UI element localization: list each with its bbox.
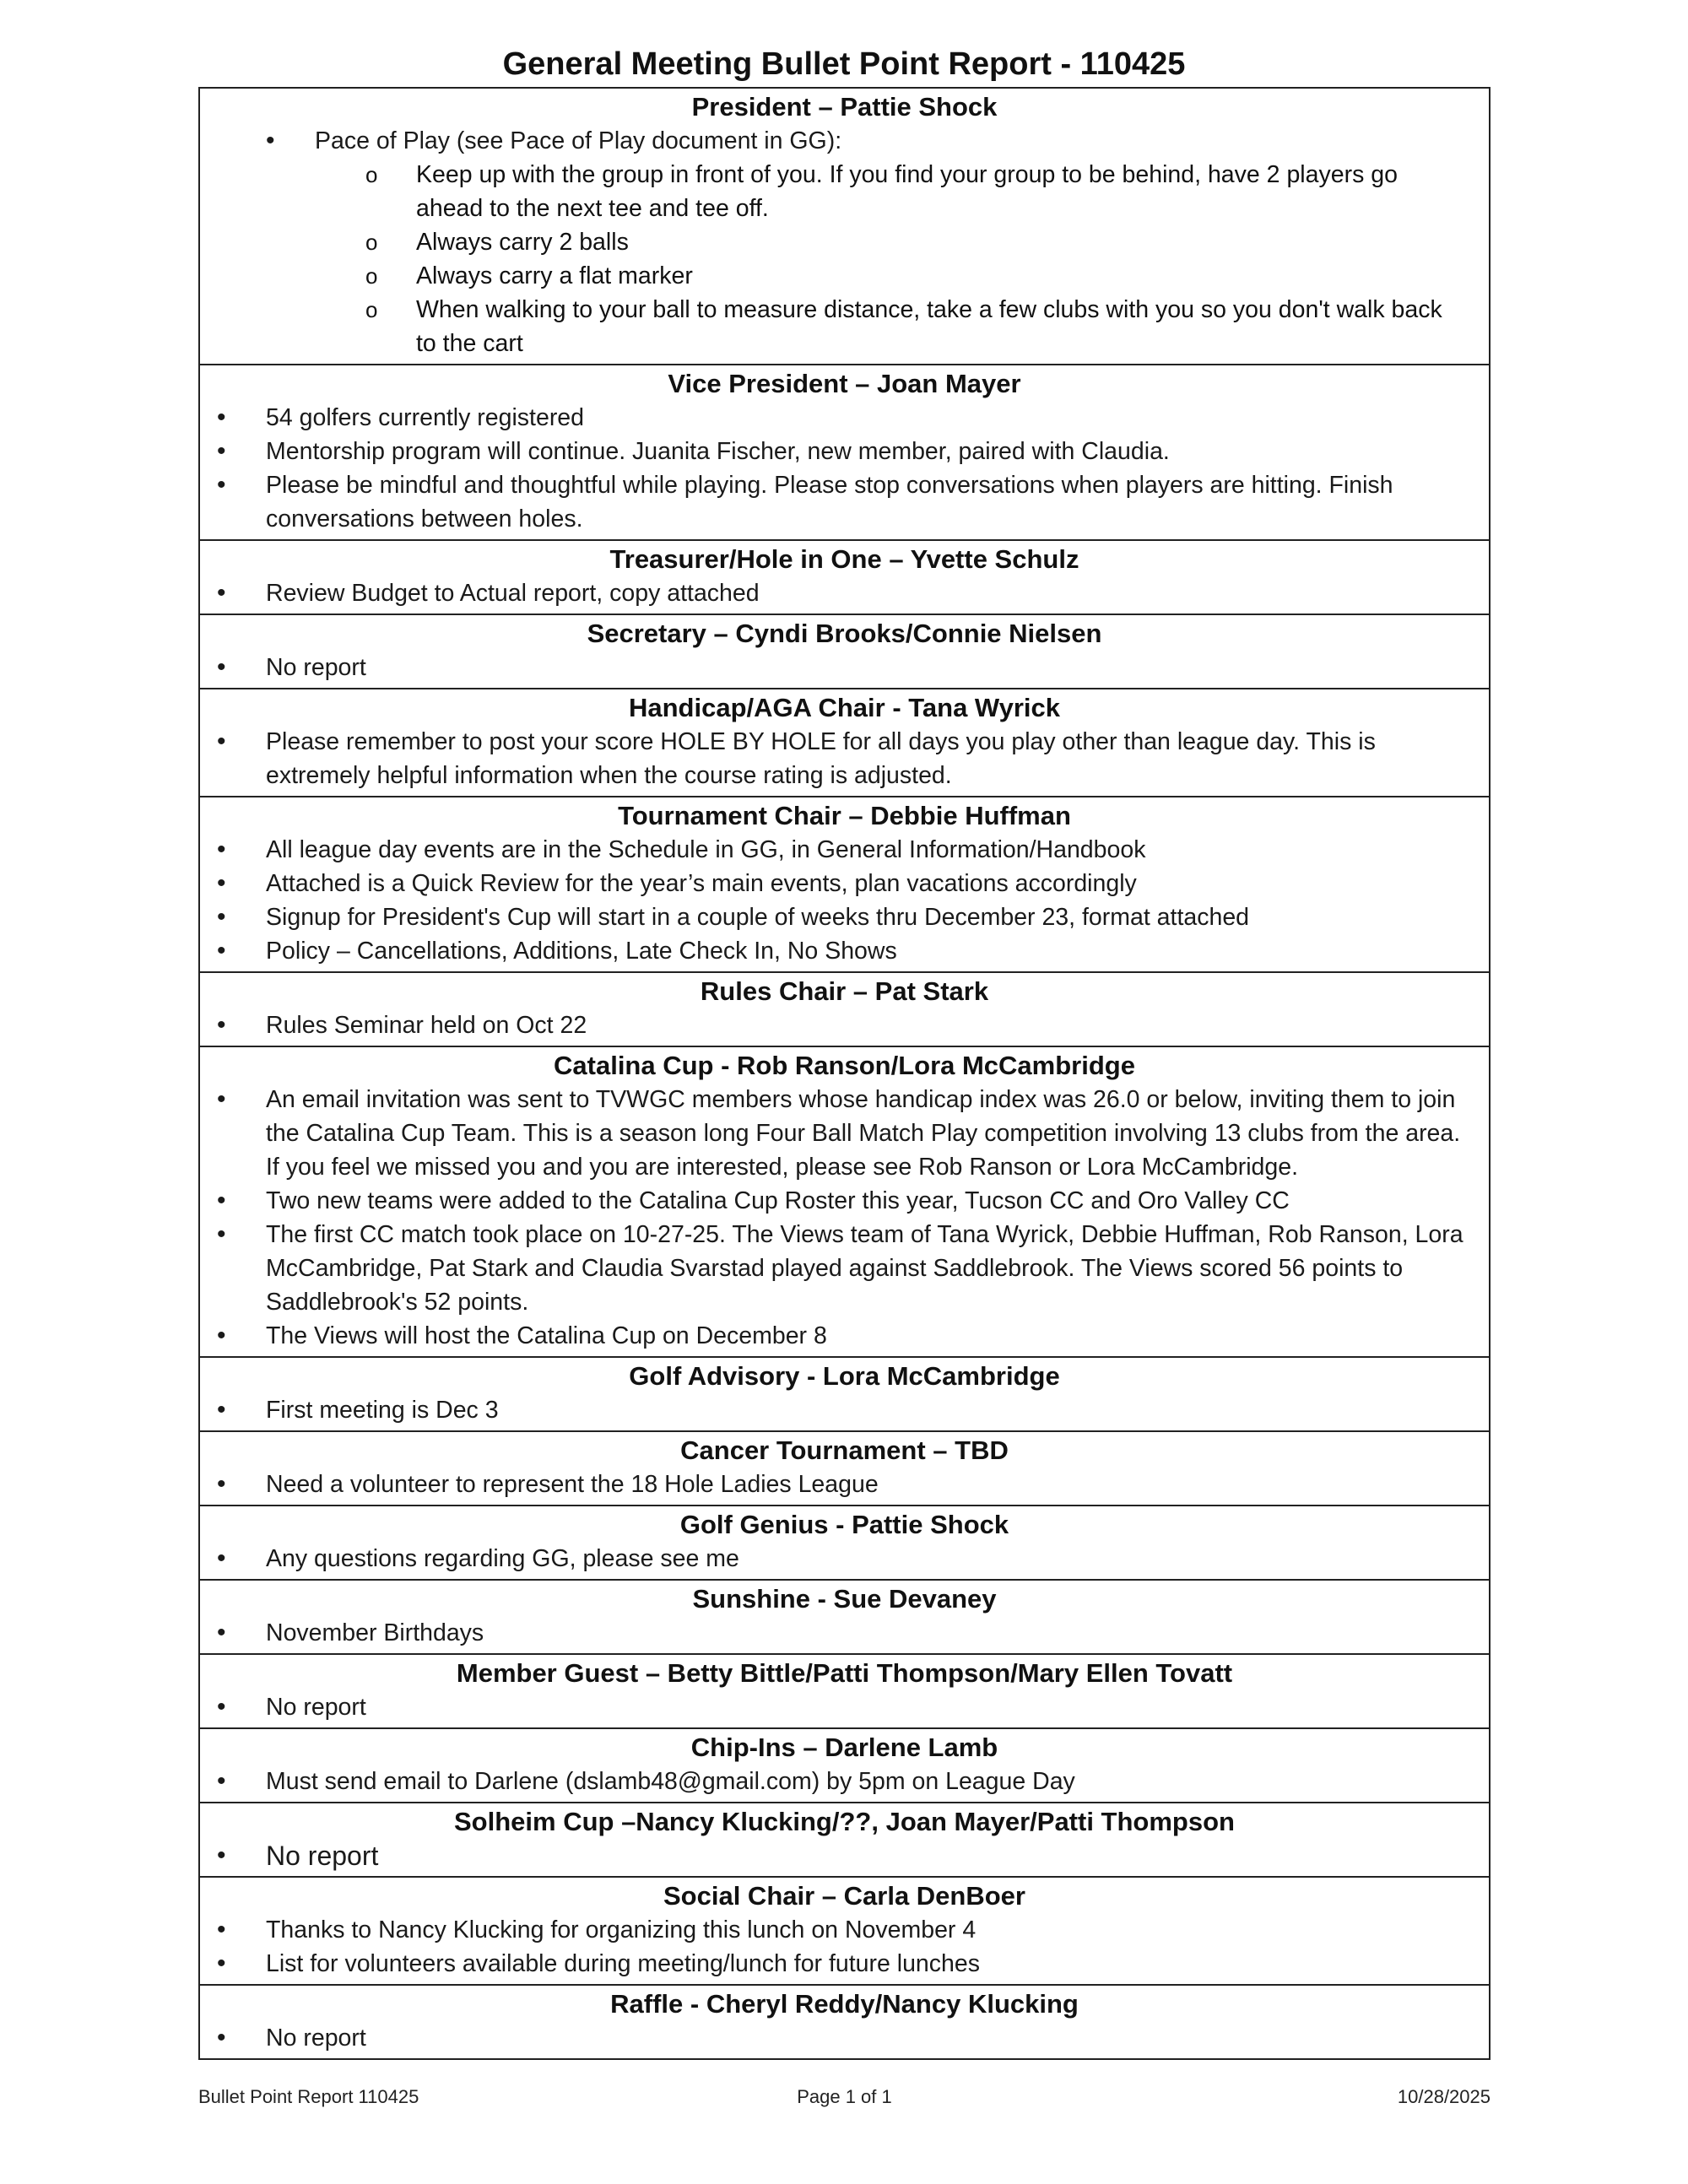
bullet-item: • Review Budget to Actual report, copy attached — [200, 576, 1489, 610]
bullet-item: • Pace of Play (see Pace of Play document in GG): — [200, 124, 1489, 158]
bullet-item: • No report — [200, 2021, 1489, 2055]
bullet-item: • No report — [200, 1839, 1489, 1873]
bullet-item: • An email invitation was sent to TVWGC members whose handicap index was 26.0 or below, inviting them to join the Catalina Cup Team. This is a season long Four Ball Match Play competition involving 13 clubs from the area. If you feel we missed you and you are interested, please see Rob Ranson or Lora McCambridge. — [200, 1083, 1489, 1184]
bullet-item: • Rules Seminar held on Oct 22 — [200, 1008, 1489, 1042]
sub-bullet-item: o Keep up with the group in front of you. If you find your group to be behind, have 2 players go ahead to the next tee and tee off. — [200, 158, 1489, 225]
section-catalina-cup — [200, 1046, 1489, 1356]
section-chip-ins — [200, 1727, 1489, 1802]
bullet-item: • List for volunteers available during meeting/lunch for future lunches — [200, 1947, 1489, 1981]
section-golf-genius — [200, 1505, 1489, 1579]
bullet-item: • November Birthdays — [200, 1616, 1489, 1650]
section-solheim-cup — [200, 1802, 1489, 1876]
section-header: Cancer Tournament – TBD — [680, 1435, 1009, 1465]
section-social — [200, 1876, 1489, 1984]
section-golf-advisory — [200, 1356, 1489, 1430]
section-header: President – Pattie Shock — [691, 92, 998, 122]
sub-bullet-item: o Always carry a flat marker — [200, 259, 1489, 293]
bullet-list — [200, 833, 1489, 968]
bullet-list — [200, 576, 1489, 610]
section-header: Chip-Ins – Darlene Lamb — [690, 1733, 998, 1762]
bullet-list — [200, 1690, 1489, 1724]
bullet-item: • Thanks to Nancy Klucking for organizing this lunch on November 4 — [200, 1913, 1489, 1947]
bullet-list — [200, 1765, 1489, 1798]
bullet-item: • Signup for President's Cup will start in a couple of weeks thru December 23, format attached — [200, 900, 1489, 934]
sub-bullet-item: o Always carry 2 balls — [200, 225, 1489, 259]
bullet-item: • First meeting is Dec 3 — [200, 1393, 1489, 1427]
bullet-list — [200, 1008, 1489, 1042]
section-header: Social Chair – Carla DenBoer — [663, 1881, 1025, 1911]
sub-bullet-list — [200, 158, 1489, 360]
bullet-item: • All league day events are in the Schedule in GG, in General Information/Handbook — [200, 833, 1489, 867]
section-header: Catalina Cup - Rob Ranson/Lora McCambridge — [554, 1051, 1135, 1080]
bullet-list — [200, 725, 1489, 792]
bullet-list — [200, 401, 1489, 536]
bullet-item: • The first CC match took place on 10-27-25. The Views team of Tana Wyrick, Debbie Huffman, Rob Ranson, Lora McCambridge, Pat Stark and Claudia Svarstad played against Saddlebrook. The Views scored 56 points to Saddlebrook's 52 points. — [200, 1218, 1489, 1319]
bullet-item: • Please be mindful and thoughtful while playing. Please stop conversations when players are hitting. Finish conversations between holes. — [200, 468, 1489, 536]
bullet-item: • Must send email to Darlene (dslamb48@gmail.com) by 5pm on League Day — [200, 1765, 1489, 1798]
footer-document-name: Bullet Point Report 110425 — [198, 2086, 419, 2107]
section-treasurer — [200, 539, 1489, 614]
section-header: Handicap/AGA Chair - Tana Wyrick — [628, 693, 1061, 722]
bullet-item: • Two new teams were added to the Catalina Cup Roster this year, Tucson CC and Oro Valley CC — [200, 1184, 1489, 1218]
bullet-list — [200, 124, 1489, 158]
section-vice-president — [200, 364, 1489, 539]
section-secretary — [200, 614, 1489, 688]
bullet-list — [200, 1542, 1489, 1576]
bullet-item: • No report — [200, 651, 1489, 684]
section-president — [200, 89, 1489, 364]
section-cancer-tournament — [200, 1430, 1489, 1505]
section-header: Vice President – Joan Mayer — [668, 369, 1021, 398]
bullet-list — [200, 1839, 1489, 1873]
section-header: Golf Genius - Pattie Shock — [679, 1510, 1009, 1539]
sub-bullet-item: o When walking to your ball to measure distance, take a few clubs with you so you don't walk back to the cart — [200, 293, 1489, 360]
section-handicap — [200, 688, 1489, 796]
bullet-item: • The Views will host the Catalina Cup on December 8 — [200, 1319, 1489, 1353]
bullet-list — [200, 1913, 1489, 1981]
bullet-list — [200, 2021, 1489, 2055]
footer-page-number: Page 1 of 1 — [797, 2086, 892, 2107]
section-header: Tournament Chair – Debbie Huffman — [618, 801, 1071, 830]
section-sunshine — [200, 1579, 1489, 1653]
bullet-list — [200, 1393, 1489, 1427]
section-rules — [200, 971, 1489, 1046]
section-header: Sunshine - Sue Devaney — [692, 1584, 997, 1614]
section-header: Secretary – Cyndi Brooks/Connie Nielsen — [587, 619, 1102, 648]
section-header: Raffle - Cheryl Reddy/Nancy Klucking — [610, 1989, 1079, 2019]
bullet-item: • Attached is a Quick Review for the year’s main events, plan vacations accordingly — [200, 867, 1489, 900]
bullet-list — [200, 1083, 1489, 1353]
bullet-item: • 54 golfers currently registered — [200, 401, 1489, 435]
bullet-list — [200, 651, 1489, 684]
bullet-item: • Need a volunteer to represent the 18 Hole Ladies League — [200, 1468, 1489, 1501]
section-header: Solheim Cup –Nancy Klucking/??, Joan Mayer/Patti Thompson — [454, 1807, 1235, 1836]
bullet-item: • Any questions regarding GG, please see me — [200, 1542, 1489, 1576]
section-header: Rules Chair – Pat Stark — [700, 976, 989, 1006]
section-tournament — [200, 796, 1489, 971]
bullet-item: • Mentorship program will continue. Juanita Fischer, new member, paired with Claudia. — [200, 435, 1489, 468]
section-raffle — [200, 1984, 1489, 2058]
section-header: Treasurer/Hole in One – Yvette Schulz — [609, 544, 1079, 574]
bullet-item: • Policy – Cancellations, Additions, Late Check In, No Shows — [200, 934, 1489, 968]
bullet-list — [200, 1468, 1489, 1501]
document-title: General Meeting Bullet Point Report - 110425 — [502, 46, 1186, 82]
bullet-item: • No report — [200, 1690, 1489, 1724]
bullet-item: • Please remember to post your score HOLE BY HOLE for all days you play other than league day. This is extremely helpful information when the course rating is adjusted. — [200, 725, 1489, 792]
footer-date: 10/28/2025 — [1397, 2086, 1491, 2107]
section-member-guest — [200, 1653, 1489, 1727]
report-table — [198, 87, 1491, 2060]
section-header: Member Guest – Betty Bittle/Patti Thompson/Mary Ellen Tovatt — [456, 1658, 1233, 1688]
bullet-list — [200, 1616, 1489, 1650]
section-header: Golf Advisory - Lora McCambridge — [629, 1361, 1060, 1391]
